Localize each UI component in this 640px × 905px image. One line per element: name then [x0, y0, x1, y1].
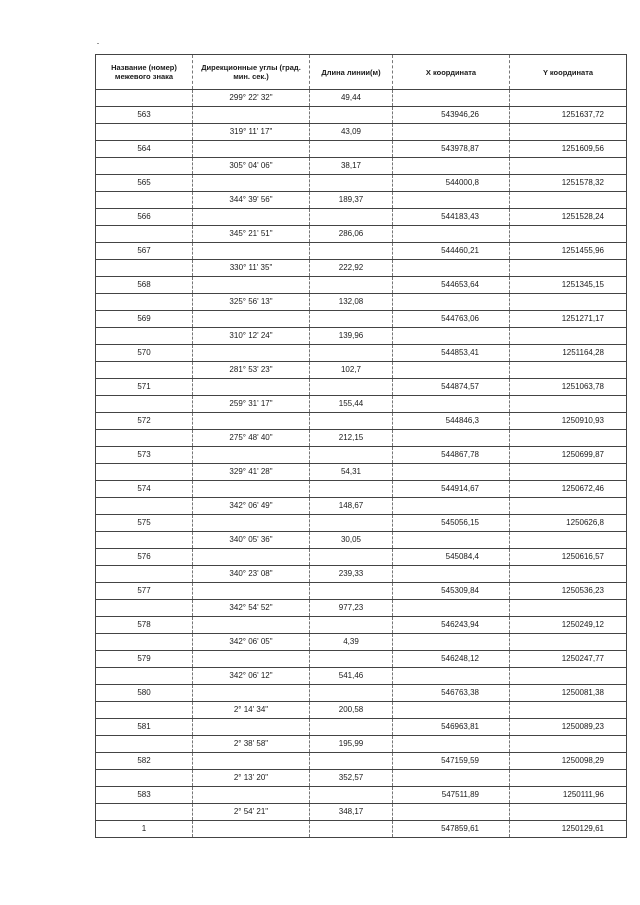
cell-y: 1251063,78 — [510, 379, 627, 396]
header-angle: Дирекционные углы (град. мин. сек.) — [193, 55, 310, 90]
cell-name: 1 — [96, 821, 193, 838]
cell-length — [310, 243, 393, 260]
cell-length: 102,7 — [310, 362, 393, 379]
cell-x — [393, 600, 510, 617]
cell-name: 567 — [96, 243, 193, 260]
cell-angle — [193, 685, 310, 702]
cell-name: 575 — [96, 515, 193, 532]
segment-row — [96, 532, 627, 549]
cell-y — [510, 158, 627, 175]
cell-y: 1250089,23 — [510, 719, 627, 736]
point-row — [96, 345, 627, 362]
cell-y — [510, 294, 627, 311]
cell-y — [510, 90, 627, 107]
cell-y — [510, 566, 627, 583]
point-row — [96, 243, 627, 260]
cell-length — [310, 311, 393, 328]
cell-name: 569 — [96, 311, 193, 328]
cell-name: 578 — [96, 617, 193, 634]
cell-y — [510, 804, 627, 821]
cell-name: 579 — [96, 651, 193, 668]
segment-row — [96, 192, 627, 209]
cell-name — [96, 566, 193, 583]
segment-row — [96, 634, 627, 651]
point-row — [96, 447, 627, 464]
cell-angle — [193, 515, 310, 532]
cell-x: 544460,21 — [393, 243, 510, 260]
cell-x — [393, 804, 510, 821]
cell-y: 1250910,93 — [510, 413, 627, 430]
cell-x — [393, 226, 510, 243]
cell-angle — [193, 209, 310, 226]
cell-name: 583 — [96, 787, 193, 804]
cell-name — [96, 736, 193, 753]
cell-length — [310, 753, 393, 770]
cell-angle — [193, 379, 310, 396]
cell-length — [310, 107, 393, 124]
cell-name — [96, 328, 193, 345]
table-body — [96, 90, 627, 838]
cell-name: 566 — [96, 209, 193, 226]
cell-x — [393, 158, 510, 175]
cell-name: 573 — [96, 447, 193, 464]
cell-length: 54,31 — [310, 464, 393, 481]
header-name: Название (номер) межевого знака — [96, 55, 193, 90]
cell-length — [310, 685, 393, 702]
cell-name: 572 — [96, 413, 193, 430]
cell-angle: 325° 56' 13" — [193, 294, 310, 311]
segment-row — [96, 260, 627, 277]
cell-y — [510, 430, 627, 447]
point-row — [96, 617, 627, 634]
cell-length — [310, 617, 393, 634]
cell-y — [510, 362, 627, 379]
cell-y: 1250626,8 — [510, 515, 627, 532]
cell-angle: 342° 06' 12" — [193, 668, 310, 685]
cell-y: 1250616,57 — [510, 549, 627, 566]
cell-name — [96, 90, 193, 107]
cell-name: 564 — [96, 141, 193, 158]
cell-name — [96, 464, 193, 481]
point-row — [96, 685, 627, 702]
cell-name: 574 — [96, 481, 193, 498]
cell-name — [96, 532, 193, 549]
cell-y: 1250098,29 — [510, 753, 627, 770]
cell-y: 1250672,46 — [510, 481, 627, 498]
cell-angle: 330° 11' 35" — [193, 260, 310, 277]
cell-x: 546243,94 — [393, 617, 510, 634]
cell-y: 1251637,72 — [510, 107, 627, 124]
point-row — [96, 753, 627, 770]
cell-y — [510, 396, 627, 413]
cell-name — [96, 702, 193, 719]
cell-x — [393, 532, 510, 549]
cell-name — [96, 600, 193, 617]
cell-y — [510, 532, 627, 549]
segment-row — [96, 668, 627, 685]
cell-name: 568 — [96, 277, 193, 294]
cell-x: 545084,4 — [393, 549, 510, 566]
cell-angle — [193, 719, 310, 736]
cell-x — [393, 770, 510, 787]
cell-x: 544000,8 — [393, 175, 510, 192]
cell-x: 544867,78 — [393, 447, 510, 464]
cell-name: 570 — [96, 345, 193, 362]
cell-name — [96, 158, 193, 175]
cell-y — [510, 260, 627, 277]
cell-angle — [193, 481, 310, 498]
cell-x: 545056,15 — [393, 515, 510, 532]
cell-length — [310, 175, 393, 192]
segment-row — [96, 464, 627, 481]
cell-length: 139,96 — [310, 328, 393, 345]
cell-y — [510, 498, 627, 515]
boundary-coordinates-table — [95, 54, 627, 838]
cell-name: 581 — [96, 719, 193, 736]
cell-name — [96, 396, 193, 413]
cell-x: 544653,64 — [393, 277, 510, 294]
point-row — [96, 481, 627, 498]
cell-length — [310, 583, 393, 600]
cell-y: 1250699,87 — [510, 447, 627, 464]
cell-name — [96, 634, 193, 651]
cell-x — [393, 668, 510, 685]
cell-angle — [193, 651, 310, 668]
cell-y: 1251455,96 — [510, 243, 627, 260]
segment-row — [96, 804, 627, 821]
cell-name: 565 — [96, 175, 193, 192]
cell-length: 43,09 — [310, 124, 393, 141]
cell-y — [510, 192, 627, 209]
cell-angle — [193, 583, 310, 600]
cell-angle — [193, 311, 310, 328]
cell-length: 352,57 — [310, 770, 393, 787]
cell-x: 547159,59 — [393, 753, 510, 770]
segment-row — [96, 90, 627, 107]
cell-y — [510, 634, 627, 651]
segment-row — [96, 736, 627, 753]
cell-length: 348,17 — [310, 804, 393, 821]
cell-length — [310, 787, 393, 804]
cell-angle: 340° 23' 08" — [193, 566, 310, 583]
cell-x — [393, 396, 510, 413]
cell-angle — [193, 549, 310, 566]
cell-length — [310, 481, 393, 498]
point-row — [96, 583, 627, 600]
table-header-row — [96, 55, 627, 90]
cell-angle: 275° 48' 40" — [193, 430, 310, 447]
cell-x — [393, 566, 510, 583]
cell-name: 582 — [96, 753, 193, 770]
cell-length: 239,33 — [310, 566, 393, 583]
scan-mark — [97, 43, 99, 44]
cell-y: 1251578,32 — [510, 175, 627, 192]
point-row — [96, 651, 627, 668]
cell-angle — [193, 175, 310, 192]
cell-y — [510, 328, 627, 345]
cell-angle: 340° 05' 36" — [193, 532, 310, 549]
cell-x: 544846,3 — [393, 413, 510, 430]
cell-name — [96, 226, 193, 243]
cell-length: 977,23 — [310, 600, 393, 617]
segment-row — [96, 328, 627, 345]
cell-y — [510, 600, 627, 617]
cell-x: 546248,12 — [393, 651, 510, 668]
cell-y — [510, 464, 627, 481]
cell-y — [510, 770, 627, 787]
cell-angle: 345° 21' 51" — [193, 226, 310, 243]
cell-angle: 2° 54' 21" — [193, 804, 310, 821]
cell-length — [310, 209, 393, 226]
segment-row — [96, 124, 627, 141]
segment-row — [96, 702, 627, 719]
cell-name — [96, 260, 193, 277]
cell-name — [96, 498, 193, 515]
cell-angle: 299° 22' 32" — [193, 90, 310, 107]
cell-length: 189,37 — [310, 192, 393, 209]
cell-x: 544183,43 — [393, 209, 510, 226]
point-row — [96, 787, 627, 804]
cell-y: 1250111,96 — [510, 787, 627, 804]
segment-row — [96, 566, 627, 583]
point-row — [96, 141, 627, 158]
cell-x — [393, 702, 510, 719]
cell-name — [96, 362, 193, 379]
point-row — [96, 549, 627, 566]
cell-length — [310, 277, 393, 294]
point-row — [96, 515, 627, 532]
cell-length: 4,39 — [310, 634, 393, 651]
cell-length: 222,92 — [310, 260, 393, 277]
cell-name — [96, 668, 193, 685]
cell-y: 1250129,61 — [510, 821, 627, 838]
cell-x: 545309,84 — [393, 583, 510, 600]
cell-length: 200,58 — [310, 702, 393, 719]
cell-length — [310, 379, 393, 396]
point-row — [96, 209, 627, 226]
cell-length — [310, 651, 393, 668]
cell-angle — [193, 617, 310, 634]
cell-length: 195,99 — [310, 736, 393, 753]
cell-angle — [193, 107, 310, 124]
segment-row — [96, 226, 627, 243]
cell-angle: 2° 13' 20" — [193, 770, 310, 787]
cell-angle: 2° 38' 58" — [193, 736, 310, 753]
cell-angle — [193, 753, 310, 770]
cell-length: 49,44 — [310, 90, 393, 107]
cell-angle: 342° 54' 52" — [193, 600, 310, 617]
cell-angle — [193, 243, 310, 260]
cell-angle: 319° 11' 17" — [193, 124, 310, 141]
cell-name — [96, 430, 193, 447]
cell-x: 544874,57 — [393, 379, 510, 396]
cell-y: 1251164,28 — [510, 345, 627, 362]
point-row — [96, 311, 627, 328]
cell-x — [393, 464, 510, 481]
cell-x — [393, 736, 510, 753]
cell-x — [393, 192, 510, 209]
cell-name: 571 — [96, 379, 193, 396]
cell-angle — [193, 277, 310, 294]
segment-row — [96, 498, 627, 515]
segment-row — [96, 158, 627, 175]
cell-length: 132,08 — [310, 294, 393, 311]
cell-x: 543946,26 — [393, 107, 510, 124]
cell-name — [96, 294, 193, 311]
point-row — [96, 821, 627, 838]
cell-angle — [193, 787, 310, 804]
segment-row — [96, 770, 627, 787]
cell-name — [96, 124, 193, 141]
cell-length — [310, 719, 393, 736]
segment-row — [96, 600, 627, 617]
cell-y: 1250536,23 — [510, 583, 627, 600]
cell-x: 546963,81 — [393, 719, 510, 736]
cell-x — [393, 362, 510, 379]
cell-x: 544914,67 — [393, 481, 510, 498]
cell-length — [310, 515, 393, 532]
cell-name: 580 — [96, 685, 193, 702]
cell-name — [96, 804, 193, 821]
cell-x: 544763,06 — [393, 311, 510, 328]
cell-length: 212,15 — [310, 430, 393, 447]
cell-length: 30,05 — [310, 532, 393, 549]
point-row — [96, 107, 627, 124]
cell-length: 148,67 — [310, 498, 393, 515]
cell-angle: 344° 39' 56" — [193, 192, 310, 209]
cell-angle — [193, 345, 310, 362]
cell-name: 577 — [96, 583, 193, 600]
cell-y — [510, 736, 627, 753]
cell-length — [310, 447, 393, 464]
cell-x: 544853,41 — [393, 345, 510, 362]
cell-angle: 281° 53' 23" — [193, 362, 310, 379]
cell-x — [393, 328, 510, 345]
header-length: Длина линии(м) — [310, 55, 393, 90]
segment-row — [96, 430, 627, 447]
cell-length — [310, 345, 393, 362]
cell-x — [393, 124, 510, 141]
cell-x: 546763,38 — [393, 685, 510, 702]
header-x: X координата — [393, 55, 510, 90]
cell-x — [393, 260, 510, 277]
cell-name — [96, 770, 193, 787]
segment-row — [96, 396, 627, 413]
cell-y — [510, 226, 627, 243]
cell-length — [310, 413, 393, 430]
cell-y: 1251528,24 — [510, 209, 627, 226]
cell-angle — [193, 413, 310, 430]
point-row — [96, 379, 627, 396]
cell-name: 563 — [96, 107, 193, 124]
cell-y: 1251609,56 — [510, 141, 627, 158]
cell-angle — [193, 141, 310, 158]
cell-angle: 2° 14' 34" — [193, 702, 310, 719]
cell-x: 547859,61 — [393, 821, 510, 838]
cell-angle: 305° 04' 06" — [193, 158, 310, 175]
cell-y: 1250081,38 — [510, 685, 627, 702]
cell-x — [393, 634, 510, 651]
cell-y: 1251271,17 — [510, 311, 627, 328]
cell-length: 38,17 — [310, 158, 393, 175]
point-row — [96, 413, 627, 430]
cell-angle: 259° 31' 17" — [193, 396, 310, 413]
point-row — [96, 277, 627, 294]
point-row — [96, 719, 627, 736]
cell-angle: 342° 06' 49" — [193, 498, 310, 515]
cell-y: 1250247,77 — [510, 651, 627, 668]
cell-y — [510, 124, 627, 141]
cell-angle — [193, 821, 310, 838]
cell-y: 1251345,15 — [510, 277, 627, 294]
cell-name — [96, 192, 193, 209]
cell-y — [510, 668, 627, 685]
cell-length — [310, 821, 393, 838]
cell-length: 286,06 — [310, 226, 393, 243]
header-y: Y координата — [510, 55, 627, 90]
cell-x — [393, 430, 510, 447]
point-row — [96, 175, 627, 192]
cell-y — [510, 702, 627, 719]
cell-angle: 310° 12' 24" — [193, 328, 310, 345]
cell-x: 547511,89 — [393, 787, 510, 804]
cell-angle — [193, 447, 310, 464]
cell-length: 541,46 — [310, 668, 393, 685]
cell-length: 155,44 — [310, 396, 393, 413]
cell-name: 576 — [96, 549, 193, 566]
segment-row — [96, 294, 627, 311]
cell-x — [393, 294, 510, 311]
cell-angle: 329° 41' 28" — [193, 464, 310, 481]
cell-length — [310, 141, 393, 158]
segment-row — [96, 362, 627, 379]
cell-length — [310, 549, 393, 566]
cell-x — [393, 498, 510, 515]
cell-x: 543978,87 — [393, 141, 510, 158]
cell-x — [393, 90, 510, 107]
cell-y: 1250249,12 — [510, 617, 627, 634]
cell-angle: 342° 06' 05" — [193, 634, 310, 651]
